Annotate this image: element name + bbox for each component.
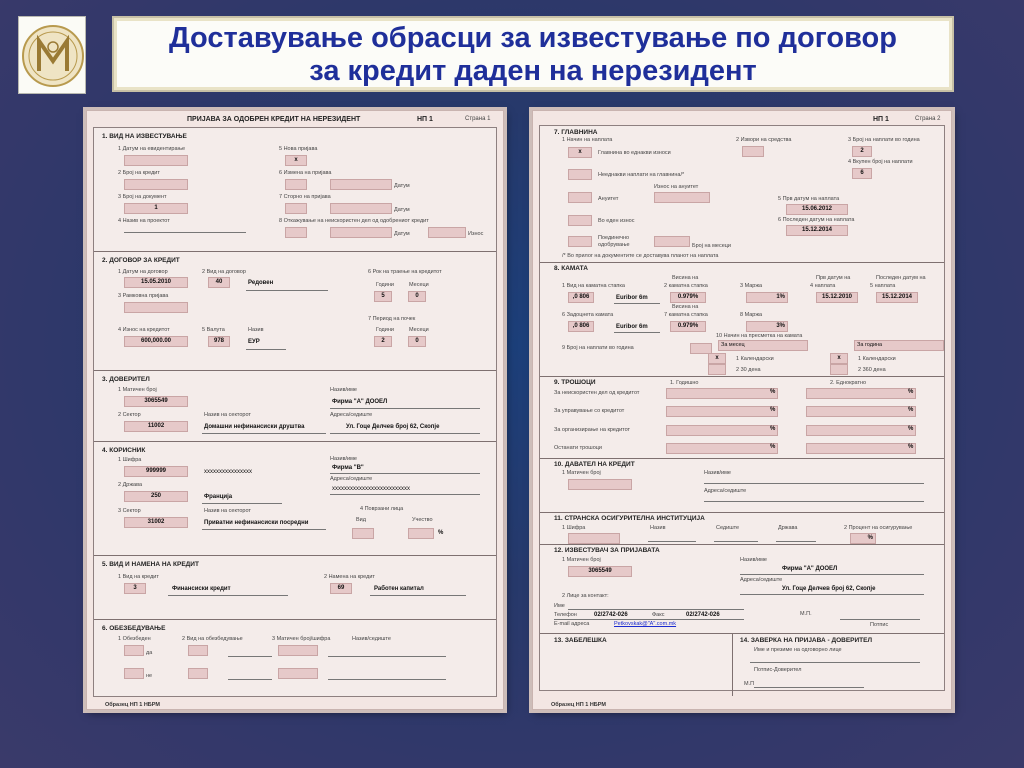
label: Адреса/седиште	[330, 412, 373, 418]
field-repayment-equal[interactable]: x	[568, 147, 592, 158]
label: Ануитет	[598, 196, 619, 202]
section-14-title: 14. ЗАВЕРКА НА ПРИЈАВА - ДОВЕРИТЕЛ	[740, 637, 873, 644]
label: 1 Шифра	[562, 525, 586, 531]
reporter-address-line	[740, 594, 924, 595]
label: 5 Валута	[202, 327, 225, 333]
label: 1 Календарски	[736, 356, 774, 362]
section-6-title: 6. ОБЕЗБЕДУВАЊЕ	[102, 625, 166, 632]
field-borrower-sector[interactable]: 31002	[124, 517, 188, 528]
value: xxxxxxxxxxxxxxxx	[204, 469, 252, 475]
creditor-signature-line	[754, 687, 864, 688]
label: Назив/седиште	[352, 636, 391, 642]
field-date-record[interactable]	[124, 155, 188, 166]
label: Адреса/седиште	[330, 476, 373, 482]
value: Фирма "В"	[332, 465, 364, 471]
field-guarantor-id-1[interactable]	[278, 645, 318, 656]
label: 4 Назив на проектот	[118, 218, 170, 224]
value: 02/2742-026	[686, 612, 720, 618]
label: 2 Број на кредит	[118, 170, 160, 176]
label: Потпис-Доверител	[754, 667, 802, 673]
label: Назив/име	[740, 557, 767, 563]
label: 2 30 дена	[736, 367, 761, 373]
label: 1 Шифра	[118, 457, 142, 463]
guarantor-name-line-1	[328, 656, 446, 657]
label: Потпис	[870, 622, 889, 628]
slide-title	[112, 16, 954, 92]
section-9-title: 9. ТРОШОЦИ	[554, 379, 596, 386]
label: Вид	[356, 517, 366, 523]
insurer-name-line	[648, 541, 696, 542]
label: Назив/име	[330, 456, 357, 462]
section-6	[94, 620, 496, 698]
field-months-count[interactable]	[654, 236, 690, 247]
section-4-title: 4. КОРИСНИК	[102, 447, 146, 454]
value: ЕУР	[248, 339, 260, 345]
label: 2 Сектор	[118, 412, 141, 418]
field-interest-first-date[interactable]: 15.12.2010	[816, 292, 858, 303]
label: да	[146, 650, 153, 656]
creditor-name-line	[330, 408, 480, 409]
label: 2 каматна стапка	[664, 283, 708, 289]
email-link[interactable]: Petkovskak@"A".com.mk	[614, 621, 677, 627]
label: Години	[376, 327, 394, 333]
creditor-sector-line	[202, 433, 326, 434]
title-line-1: Доставување обрасци за известување по договор	[169, 22, 897, 54]
field-guarantor-id-2[interactable]	[278, 668, 318, 679]
label: 8 Откажување на неискористен дел од одобрениот кредит	[279, 218, 429, 224]
field-storno-date[interactable]	[330, 203, 392, 214]
label: Држава	[778, 525, 798, 531]
label: 2 Извори на средства	[736, 137, 792, 143]
label: Поединечно одобрување	[598, 235, 630, 248]
credit-type-line	[168, 595, 288, 596]
label: 1 Матичен број	[562, 557, 601, 563]
label: 5 наплата	[870, 283, 896, 289]
field-grace-months[interactable]: 0	[408, 336, 426, 347]
borrower-sector-line	[202, 529, 326, 530]
label: 5 Прв датум на наплата	[778, 196, 840, 202]
percent-sign: %	[770, 444, 776, 450]
field-default-rate-type[interactable]: ,0 806	[568, 321, 594, 332]
label: 6 Задоцнета камата	[562, 312, 614, 318]
label: За месец	[721, 342, 745, 348]
value: Фирма "А" ДООЕЛ	[332, 399, 388, 405]
label: Адреса/седиште	[704, 488, 747, 494]
section-11-title: 11. СТРАНСКА ОСИГУРИТЕЛНА ИНСТИТУЦИЈА	[554, 515, 705, 522]
section-5	[94, 556, 496, 620]
label: Нееднакви наплати на главнина/*	[598, 172, 685, 178]
field-insurer-code[interactable]	[568, 533, 620, 544]
percent-sign: %	[908, 444, 914, 450]
label: 7 Период на почек	[368, 316, 416, 322]
field-calc-year-360[interactable]	[830, 364, 848, 375]
section-8-title: 8. КАМАТА	[554, 265, 588, 272]
label: 3 Рамковна пријава	[118, 293, 169, 299]
label: 9 Број на наплати во година	[562, 345, 634, 351]
percent-sign: %	[867, 535, 873, 541]
value: 02/2742-026	[594, 612, 628, 618]
field-repayment-unequal[interactable]	[568, 169, 592, 180]
field-funds-source[interactable]	[742, 146, 764, 157]
label: Учество	[412, 517, 433, 523]
value: Фирма "А" ДООЕЛ	[782, 566, 838, 572]
value: xxxxxxxxxxxxxxxxxxxxxxxxxx	[332, 486, 410, 492]
section-1	[94, 128, 496, 252]
label: 3 Маржа	[740, 283, 763, 289]
section-5-title: 5. ВИД И НАМЕНА НА КРЕДИТ	[102, 561, 199, 568]
label: Останати трошоци	[554, 445, 602, 451]
label: 10 Начин на пресметка на камата	[716, 333, 803, 339]
label: 1 Вид на каматна стапка	[562, 283, 625, 289]
label: 1 Начин на наплата	[562, 137, 613, 143]
value: Ул. Гоце Делчев број 62, Скопје	[782, 586, 876, 592]
default-rate-line	[614, 332, 660, 333]
page1-footer: Образец НП 1 НБРМ	[105, 702, 160, 708]
field-annuity-amount[interactable]	[654, 192, 710, 203]
coin-seal-icon	[19, 17, 87, 95]
field-payments-per-year[interactable]: 2	[852, 146, 872, 157]
field-calc-year-calendar[interactable]: x	[830, 353, 848, 364]
label: Месеци	[409, 327, 429, 333]
field-interest-rate[interactable]: 0.979%	[670, 292, 706, 303]
page1-sheet	[93, 127, 497, 697]
label: Износ	[468, 231, 484, 237]
label: 2 Вид на обезбедување	[182, 636, 243, 642]
field-calc-month-calendar[interactable]: x	[708, 353, 726, 364]
label: 1. Годишно	[670, 380, 699, 386]
section-12	[540, 545, 944, 634]
page2-number: Страна 2	[915, 116, 941, 122]
value: Франција	[204, 494, 233, 500]
page2-footer: Образец НП 1 НБРМ	[551, 702, 606, 708]
label: 8 Маржа	[740, 312, 763, 318]
signature-line	[840, 619, 920, 620]
label: Назив	[248, 327, 264, 333]
field-per-month[interactable]	[718, 340, 808, 351]
field-term-years[interactable]: 5	[374, 291, 392, 302]
country-line	[202, 503, 282, 504]
percent-sign: %	[908, 389, 914, 395]
insurer-seat-line	[714, 541, 758, 542]
field-lender-id[interactable]	[568, 479, 632, 490]
percent-sign: %	[770, 426, 776, 432]
section-10-title: 10. ДАВАТЕЛ НА КРЕДИТ	[554, 461, 635, 468]
section-4	[94, 442, 496, 556]
label: 3 Сектор	[118, 508, 141, 514]
section-11	[540, 513, 944, 545]
phone-line	[554, 619, 744, 620]
percent-sign: %	[908, 407, 914, 413]
field-credit-amount[interactable]: 600,000.00	[124, 336, 188, 347]
section-1-title: 1. ВИД НА ИЗВЕСТУВАЊЕ	[102, 133, 187, 140]
label: 2. Еднократно	[830, 380, 867, 386]
field-related-type[interactable]	[352, 528, 374, 539]
project-name-line[interactable]	[124, 232, 246, 233]
section-2	[94, 252, 496, 371]
section-3-title: 3. ДОВЕРИТЕЛ	[102, 376, 150, 383]
field-frame-report[interactable]	[124, 302, 188, 313]
field-storno-report[interactable]	[285, 203, 307, 214]
field-first-payment-date[interactable]: 15.06.2012	[786, 204, 848, 215]
label: 4 Поврзани лица	[360, 506, 404, 512]
field-rate-type[interactable]: ,0 806	[568, 292, 594, 303]
label: Висина на	[672, 275, 699, 281]
label: Број на месеци	[692, 243, 731, 249]
label: За неискористен дел од кредитот	[554, 390, 640, 396]
field-cost-organization-annual[interactable]	[666, 425, 778, 436]
guarantor-name-line-2	[328, 679, 446, 680]
label: 7 Сторно на пријава	[279, 194, 331, 200]
value: Работен капитал	[374, 586, 424, 592]
field-borrower-code[interactable]: 999999	[124, 466, 188, 477]
label: 1 Календарски	[858, 356, 896, 362]
label: 7 каматна стапка	[664, 312, 708, 318]
label: М.П	[744, 681, 755, 687]
label: За година	[857, 342, 883, 348]
section-13-14	[540, 634, 944, 696]
field-security-type-2[interactable]	[188, 668, 208, 679]
lender-name-line	[704, 483, 924, 484]
field-default-margin[interactable]: 3%	[746, 321, 788, 332]
label: 6 Последен датум на наплата	[778, 217, 855, 223]
label: Назив/име	[704, 470, 731, 476]
responsible-person-line	[750, 662, 920, 663]
label: Прв датум на	[816, 275, 851, 281]
field-new-report[interactable]: x	[285, 155, 307, 166]
label: 2 360 дена	[858, 367, 886, 373]
section-10	[540, 459, 944, 513]
label: 2 Процент на осигурување	[844, 525, 913, 531]
label: 1 Вид на кредит	[118, 574, 159, 580]
rate-type-line	[614, 303, 660, 304]
section-13-title: 13. ЗАБЕЛЕШКА	[554, 637, 607, 644]
label: За управување со кредитот	[554, 408, 625, 414]
field-related-share[interactable]	[408, 528, 434, 539]
field-change-date[interactable]	[330, 179, 392, 190]
field-security-type-1[interactable]	[188, 645, 208, 656]
field-grace-years[interactable]: 2	[374, 336, 392, 347]
borrower-name-line	[330, 473, 480, 474]
insurer-country-line	[776, 541, 816, 542]
section-7-title: 7. ГЛАВНИНА	[554, 129, 598, 136]
label: За организирање на кредитот	[554, 427, 631, 433]
label: Датум	[394, 231, 410, 237]
field-total-payments[interactable]: 6	[852, 168, 872, 179]
field-interest-last-date[interactable]: 15.12.2014	[876, 292, 918, 303]
section-12-title: 12. ИЗВЕСТУВАЧ ЗА ПРИЈАВАТА	[554, 547, 660, 554]
label: Адреса/седиште	[740, 577, 783, 583]
field-cost-other-annual[interactable]	[666, 443, 778, 454]
field-cancel-report[interactable]	[285, 227, 307, 238]
label: Седиште	[716, 525, 740, 531]
currency-line	[246, 349, 286, 350]
label: Главнина во еднакви износи	[598, 150, 671, 156]
percent-sign: %	[438, 530, 444, 536]
label: 4 Износ на кредитот	[118, 327, 170, 333]
field-reporter-id[interactable]: 3065549	[568, 566, 632, 577]
label: 3 Број на документ	[118, 194, 167, 200]
label: 4 Вкупен број на наплати	[848, 159, 913, 165]
value: Редовен	[248, 280, 274, 286]
label: 6 Измена на пријава	[279, 170, 332, 176]
label: Износ на ануитет	[654, 184, 699, 190]
field-cost-management-once[interactable]	[806, 406, 916, 417]
section-3	[94, 371, 496, 442]
field-calc-month-30[interactable]	[708, 364, 726, 375]
label: Висина на	[672, 304, 699, 310]
title-line-2: за кредит даден на нерезидент	[309, 55, 757, 87]
field-change-report[interactable]	[285, 179, 307, 190]
section-9	[540, 377, 944, 459]
field-secured-no[interactable]	[124, 668, 144, 679]
page2-code: НП 1	[873, 116, 889, 123]
page1-code: НП 1	[417, 116, 433, 123]
form-page-2	[532, 110, 952, 710]
field-repayment-single[interactable]	[568, 215, 592, 226]
value: Euribor 6m	[616, 295, 648, 301]
divider	[732, 634, 733, 696]
field-credit-number[interactable]	[124, 179, 188, 190]
label: Датум	[394, 207, 410, 213]
section-2-title: 2. ДОГОВОР ЗА КРЕДИТ	[102, 257, 180, 264]
field-contract-type[interactable]: 40	[208, 277, 230, 288]
value: Ул. Гоце Делчев број 62, Скопје	[346, 424, 440, 430]
field-repayment-annuity[interactable]	[568, 192, 592, 203]
label: Факс	[652, 612, 665, 618]
label: Месеци	[409, 282, 429, 288]
label: 3 Број на наплати во година	[848, 137, 920, 143]
field-cost-unused-annual[interactable]	[666, 388, 778, 399]
field-credit-purpose[interactable]: 69	[330, 583, 352, 594]
field-repayment-individual[interactable]	[568, 236, 592, 247]
field-credit-type[interactable]: 3	[124, 583, 146, 594]
percent-sign: %	[908, 426, 914, 432]
logo	[18, 16, 86, 94]
field-insurance-percent[interactable]	[850, 533, 876, 544]
label: 2 Намена на кредит	[324, 574, 375, 580]
label: Назив	[650, 525, 666, 531]
credit-purpose-line	[370, 595, 466, 596]
label: 2 Вид на договор	[202, 269, 246, 275]
field-term-months[interactable]: 0	[408, 291, 426, 302]
field-creditor-id[interactable]: 3065549	[124, 396, 188, 407]
label: М.П.	[800, 611, 812, 617]
label: 2 Држава	[118, 482, 143, 488]
security-line-2	[228, 679, 272, 680]
label: Назив на секторот	[204, 508, 251, 514]
security-line-1	[228, 656, 272, 657]
label: не	[146, 673, 153, 679]
field-country[interactable]: 250	[124, 491, 188, 502]
label: 5 Нова пријава	[279, 146, 318, 152]
page1-number: Страна 1	[465, 116, 491, 122]
section-8	[540, 263, 944, 377]
field-default-interest-rate[interactable]: 0.979%	[670, 321, 706, 332]
label: 1 Датум на договор	[118, 269, 168, 275]
label: Датум	[394, 183, 410, 189]
field-margin[interactable]: 1%	[746, 292, 788, 303]
field-secured-yes[interactable]	[124, 645, 144, 656]
label: Име	[554, 603, 565, 609]
label: 1 Матичен број	[562, 470, 601, 476]
creditor-address-line	[330, 433, 480, 434]
field-cancel-amount[interactable]	[428, 227, 466, 238]
label: 3 Матичен број/шифра	[272, 636, 331, 642]
label: Последен датум на	[876, 275, 926, 281]
field-document-number[interactable]: 1	[124, 203, 188, 214]
page2-sheet	[539, 125, 945, 691]
field-cost-other-once[interactable]	[806, 443, 916, 454]
page1-header: ПРИЈАВА ЗА ОДОБРЕН КРЕДИТ НА НЕРЕЗИДЕНТ	[187, 116, 361, 123]
label: Во еден износ	[598, 218, 635, 224]
percent-sign: %	[770, 389, 776, 395]
label: Назив/име	[330, 387, 357, 393]
section-7	[540, 126, 944, 263]
field-contract-date[interactable]: 15.05.2010	[124, 277, 188, 288]
percent-sign: %	[770, 407, 776, 413]
label: /* Во прилог на документите се доставува планот на наплата	[562, 253, 719, 259]
label: Телефон	[554, 612, 577, 618]
borrower-address-line	[330, 494, 480, 495]
field-creditor-sector[interactable]: 11002	[124, 421, 188, 432]
label: 1 Обезбеден	[118, 636, 151, 642]
contact-name-line	[568, 609, 744, 610]
label: 4 наплата	[810, 283, 836, 289]
value: Домашни нефинансиски друштва	[204, 424, 305, 430]
reporter-name-line	[740, 574, 924, 575]
label: 1 Датум на евидентирање	[118, 146, 186, 152]
label: E-mail адреса	[554, 621, 590, 627]
field-cancel-date[interactable]	[330, 227, 392, 238]
field-currency[interactable]: 978	[208, 336, 230, 347]
label: Име и презиме на одговорно лице	[754, 647, 842, 653]
label: Назив на секторот	[204, 412, 251, 418]
value: Финансиски кредит	[172, 586, 231, 592]
contract-type-line	[246, 290, 328, 291]
label: 6 Рок на траење на кредитот	[368, 269, 442, 275]
form-page-1	[86, 110, 504, 710]
label: 1 Матичен број	[118, 387, 157, 393]
value: Приватни нефинансиски посредни	[204, 520, 309, 526]
lender-address-line	[704, 501, 924, 502]
field-cost-organization-once[interactable]	[806, 425, 916, 436]
field-cost-unused-once[interactable]	[806, 388, 916, 399]
label: 2 Лице за контакт:	[562, 593, 609, 599]
field-per-year[interactable]	[854, 340, 944, 351]
value: Euribor 6m	[616, 324, 648, 330]
label: Години	[376, 282, 394, 288]
field-last-payment-date[interactable]: 15.12.2014	[786, 225, 848, 236]
field-cost-management-annual[interactable]	[666, 406, 778, 417]
